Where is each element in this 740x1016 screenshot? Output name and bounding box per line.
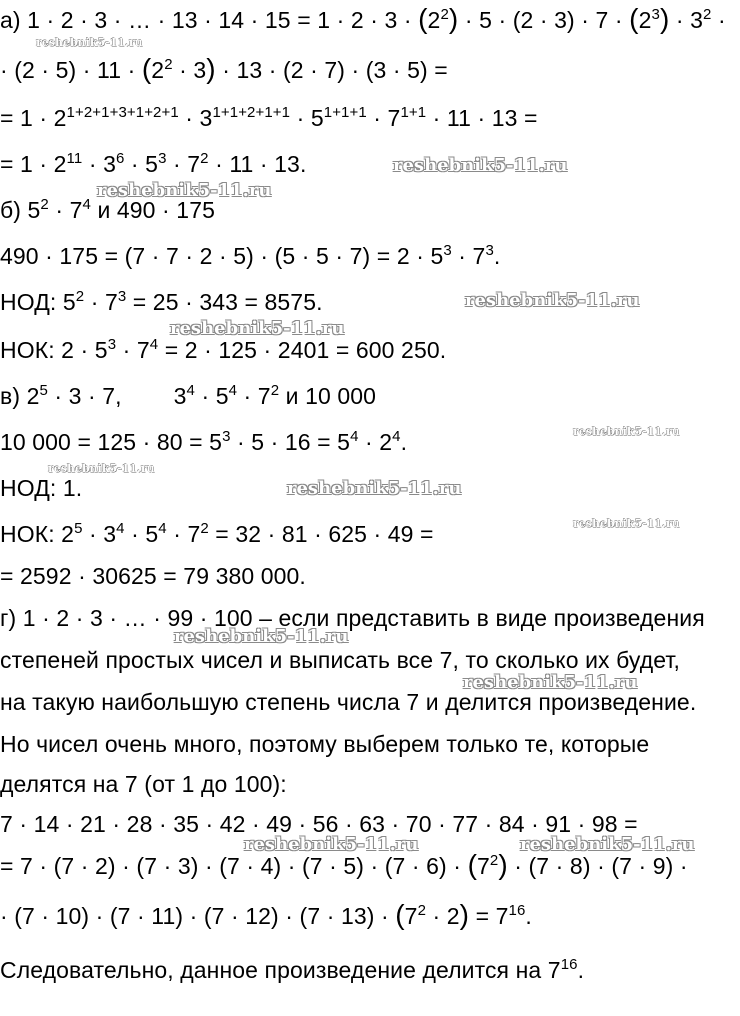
exponent: 4 <box>82 196 91 213</box>
solution-line <box>0 520 434 548</box>
math-text: · 7 <box>84 289 118 315</box>
watermark: reshebnik5-11.ru <box>465 290 640 311</box>
large-bracket: ) <box>206 53 216 84</box>
large-bracket: ( <box>395 899 405 930</box>
solution-line <box>0 382 376 410</box>
math-text: = 7 <box>469 903 509 929</box>
math-text: · 3 <box>178 105 213 131</box>
exponent: 4 <box>116 520 125 537</box>
exponent: 2 <box>440 6 449 23</box>
math-text: · 3 · 7, 3 <box>47 383 187 409</box>
exponent: 2 <box>40 196 49 213</box>
math-text: · (2 · 5) · 11 · <box>0 57 142 83</box>
math-text: · (7 · 10) · (7 · 11) · (7 · 12) · (7 · 13) · <box>0 903 396 929</box>
watermark: reshebnik5-11.ru <box>463 672 638 693</box>
math-text: 490 · 175 = (7 · 7 · 2 · 5) · (5 · 5 · 7) = 2 · 5 <box>0 243 444 269</box>
math-text: степеней простых чисел и выписать все 7, то сколько их будет, <box>0 647 680 673</box>
watermark: reshebnik5-11.ru <box>170 318 345 339</box>
math-text: · 7 <box>116 337 150 363</box>
exponent: 3 <box>117 288 127 305</box>
watermark: reshebnik5-11.ru <box>48 462 155 475</box>
math-text: НОК: 2 <box>0 521 75 547</box>
large-bracket: ( <box>418 3 428 34</box>
solution-line <box>0 336 446 364</box>
math-text: 2 <box>151 57 165 83</box>
large-bracket: ) <box>659 3 670 34</box>
large-bracket: ) <box>448 3 459 34</box>
large-bracket: ) <box>459 899 470 930</box>
math-text: НОК: 2 · 5 <box>0 337 108 363</box>
exponent: 16 <box>508 902 526 919</box>
exponent: 2 <box>703 6 712 23</box>
math-text: = 32 · 81 · 625 · 49 = <box>208 521 434 547</box>
large-bracket: ( <box>629 3 639 34</box>
solution-line <box>0 730 649 758</box>
exponent: 3 <box>107 336 117 353</box>
math-text: · 3 <box>669 7 704 33</box>
math-text: · 3 <box>82 521 117 547</box>
math-text: и 10 000 <box>279 383 377 409</box>
math-text: · 5 <box>124 521 159 547</box>
exponent: 2 <box>489 852 499 869</box>
math-text: · 2 <box>426 903 460 929</box>
math-text: 10 000 = 125 · 80 = 5 <box>0 429 223 455</box>
math-text: · 5 · 16 = 5 <box>230 429 351 455</box>
math-text: б) 5 <box>0 197 41 223</box>
solution-line <box>0 899 532 930</box>
math-text: = 7 · (7 · 2) · (7 · 3) · (7 · 4) · (7 · 5) · (7 · 6) · <box>0 853 468 879</box>
watermark: reshebnik5-11.ru <box>36 36 143 49</box>
solution-line <box>0 770 287 798</box>
solution-line <box>0 646 680 674</box>
exponent: 2 <box>200 150 209 167</box>
solution-line <box>0 956 584 984</box>
exponent: 2 <box>270 382 280 399</box>
math-text: и 490 · 175 <box>90 197 215 223</box>
exponent: 3 <box>651 6 660 23</box>
math-text: . <box>493 243 501 269</box>
solution-line <box>0 150 306 178</box>
math-text: · 7 <box>451 243 486 269</box>
watermark: reshebnik5-11.ru <box>573 517 680 530</box>
math-text: Но чисел очень много, поэтому выберем только те, которые <box>0 731 650 757</box>
exponent: 4 <box>392 428 401 445</box>
math-text: а) 1 · 2 · 3 · … · 13 · 14 · 15 = 1 · 2 · 3 · <box>0 7 419 33</box>
math-text: · 7 <box>166 151 201 177</box>
math-text: · 5 <box>290 105 324 131</box>
math-text: делятся на 7 (от 1 до 100): <box>0 771 287 797</box>
exponent: 4 <box>158 520 167 537</box>
exponent: 1+1+2+1+1 <box>212 104 291 121</box>
math-text: = 2 · 125 · 2401 = 600 250. <box>158 337 447 363</box>
exponent: 16 <box>560 956 578 973</box>
math-text: г) 1 · 2 · 3 · … · 99 · 100 – если представить в виде произведения <box>0 605 705 631</box>
math-text: Следовательно, данное произведение делится на 7 <box>0 957 561 983</box>
math-text: · 5 · (2 · 3) · 7 · <box>458 7 630 33</box>
math-text: = 1 · 2 <box>0 151 67 177</box>
exponent: 3 <box>485 242 494 259</box>
math-text: 7 <box>477 853 490 879</box>
math-text: · 3 <box>172 57 207 83</box>
watermark: reshebnik5-11.ru <box>520 834 695 855</box>
math-text: . <box>577 957 585 983</box>
math-text: · 7 <box>48 197 83 223</box>
math-text: · 11 · 13 = <box>426 105 538 131</box>
exponent: 3 <box>443 242 452 259</box>
large-bracket: ( <box>467 849 477 880</box>
math-text: на такую наибольшую степень числа 7 и делится произведение. <box>0 689 697 715</box>
math-text: · 5 <box>124 151 159 177</box>
exponent: 4 <box>149 336 159 353</box>
exponent: 2 <box>200 520 209 537</box>
exponent: 3 <box>158 150 167 167</box>
math-text: · 7 <box>366 105 401 131</box>
math-text: · 7 <box>166 521 201 547</box>
large-bracket: ( <box>141 53 152 84</box>
watermark: reshebnik5-11.ru <box>393 155 568 176</box>
exponent: 3 <box>222 428 231 445</box>
math-text: 7 · 14 · 21 · 28 · 35 · 42 · 49 · 56 · 63 · 70 · 77 · 84 · 91 · 98 = <box>0 811 638 837</box>
exponent: 5 <box>74 520 83 537</box>
exponent: 1+2+1+3+1+2+1 <box>66 104 179 121</box>
exponent: 11 <box>66 150 83 167</box>
math-text: 7 <box>404 903 418 929</box>
solution-line <box>0 562 306 590</box>
solution-line <box>0 288 323 316</box>
exponent: 2 <box>75 288 85 305</box>
exponent: 4 <box>186 382 195 399</box>
exponent: 2 <box>164 56 173 73</box>
math-text: = 25 · 343 = 8575. <box>126 289 323 315</box>
solution-line <box>0 104 538 132</box>
watermark: reshebnik5-11.ru <box>573 425 680 438</box>
solution-line <box>0 604 705 632</box>
math-text: . <box>525 903 532 929</box>
math-text: = 1 · 2 <box>0 105 67 131</box>
watermark: reshebnik5-11.ru <box>244 834 419 855</box>
math-text: · 7 <box>237 383 271 409</box>
math-text: 2 <box>638 7 652 33</box>
watermark: reshebnik5-11.ru <box>174 626 349 647</box>
exponent: 2 <box>417 902 427 919</box>
math-text: = 2592 · 30625 = 79 380 000. <box>0 563 306 589</box>
math-text: . <box>400 429 408 455</box>
solution-line <box>0 3 726 34</box>
math-text: · 2 <box>358 429 393 455</box>
solution-line <box>0 53 448 84</box>
solution-line <box>0 474 82 502</box>
math-text: · (7 · 8) · (7 · 9) · <box>507 853 688 879</box>
exponent: 6 <box>115 150 125 167</box>
math-text: · 13 · (2 · 7) · (3 · 5) = <box>215 57 448 83</box>
math-text: НОД: 1. <box>0 475 83 501</box>
math-text: · 5 <box>194 383 229 409</box>
solution-line <box>0 428 407 456</box>
math-text: 2 <box>427 7 441 33</box>
exponent: 5 <box>39 382 48 399</box>
exponent: 4 <box>228 382 238 399</box>
large-bracket: ) <box>498 849 508 880</box>
solution-line <box>0 242 500 270</box>
math-text: · 3 <box>82 151 116 177</box>
watermark: reshebnik5-11.ru <box>97 180 272 201</box>
exponent: 4 <box>350 428 359 445</box>
exponent: 1+1 <box>400 104 427 121</box>
solution-line <box>0 849 688 880</box>
math-text: · <box>711 7 726 33</box>
watermark: reshebnik5-11.ru <box>287 478 462 499</box>
math-text: в) 2 <box>0 383 40 409</box>
math-text: НОД: 5 <box>0 289 76 315</box>
math-text: · 11 · 13. <box>208 151 307 177</box>
exponent: 1+1+1 <box>323 104 367 121</box>
